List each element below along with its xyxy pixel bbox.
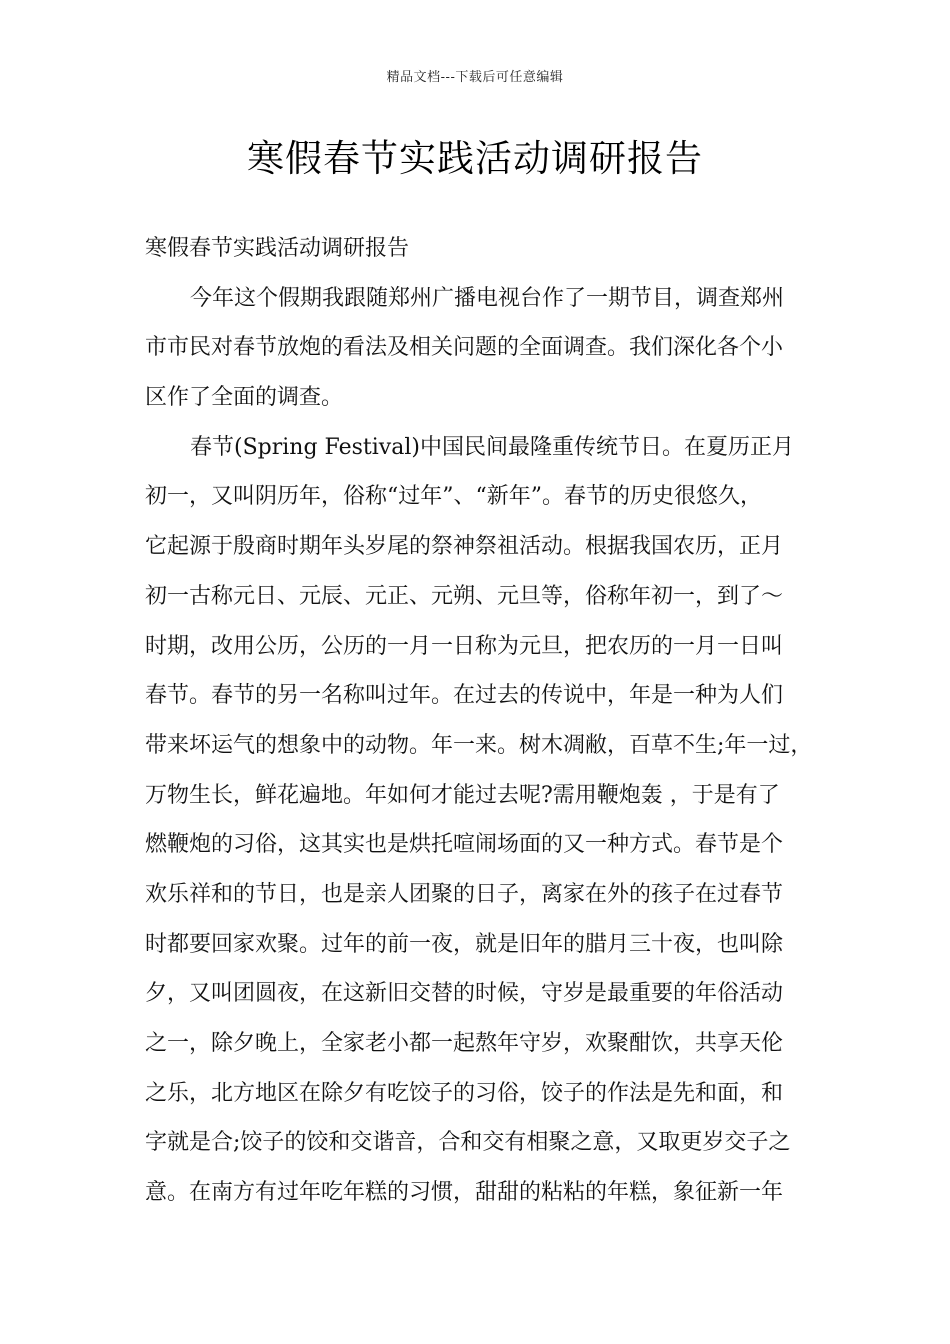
- paragraph-line: 春节。春节的另一名称叫过年。在过去的传说中，年是一种为人们: [145, 683, 784, 709]
- paragraph-line: 万物生长，鲜花遍地。年如何才能过去呢?需用鞭炮轰 ，于是有了: [145, 782, 780, 808]
- paragraph-line: 欢乐祥和的节日，也是亲人团聚的日子，离家在外的孩子在过春节: [145, 881, 784, 907]
- paragraph-line: 带来坏运气的想象中的动物。年一来。树木凋敝，百草不生;年一过，: [145, 732, 813, 758]
- paragraph-line: 时都要回家欢聚。过年的前一夜，就是旧年的腊月三十夜，也叫除: [145, 931, 784, 957]
- paragraph-line: 意。在南方有过年吃年糕的习惯，甜甜的粘粘的年糕，象征新一年: [145, 1180, 784, 1206]
- paragraph-line: 春节(Spring Festival)中国民间最隆重传统节日。在夏历正月: [190, 434, 794, 460]
- paragraph-line: 字就是合;饺子的饺和交谐音，合和交有相聚之意，又取更岁交子之: [145, 1130, 791, 1156]
- paragraph-line: 之乐，北方地区在除夕有吃饺子的习俗，饺子的作法是先和面，和: [145, 1080, 784, 1106]
- paragraph-line: 初一古称元日、元辰、元正、元朔、元旦等，俗称年初一，到了～: [145, 583, 784, 609]
- section-heading: 寒假春节实践活动调研报告: [145, 236, 410, 261]
- paragraph-line: 燃鞭炮的习俗，这其实也是烘托喧闹场面的又一种方式。春节是个: [145, 832, 784, 858]
- paragraph-line: 夕，又叫团圆夜，在这新旧交替的时候，守岁是最重要的年俗活动: [145, 981, 784, 1007]
- paragraph-line: 它起源于殷商时期年头岁尾的祭神祭祖活动。根据我国农历，正月: [145, 534, 784, 560]
- paragraph-2: [145, 423, 835, 1218]
- paragraph-line: 初一，又叫阴历年，俗称“过年”、“新年”。春节的历史很悠久，: [145, 484, 762, 510]
- paragraph-1: [145, 274, 835, 423]
- paragraph-line: 区作了全面的调查。: [145, 385, 344, 411]
- paragraph-line: 之一，除夕晚上，全家老小都一起熬年守岁，欢聚酣饮，共享天伦: [145, 1031, 784, 1056]
- paragraph-line: 市市民对春节放炮的看法及相关问题的全面调查。我们深化各个小: [145, 335, 784, 361]
- page-header: 精品文档---下载后可任意编辑: [386, 70, 564, 85]
- document-body: [145, 224, 835, 1218]
- paragraph-line: 时期，改用公历，公历的一月一日称为元旦，把农历的一月一日叫: [145, 633, 784, 659]
- paragraph-line: 今年这个假期我跟随郑州广播电视台作了一期节目，调查郑州: [190, 285, 785, 311]
- document-title: 寒假春节实践活动调研报告: [247, 137, 703, 180]
